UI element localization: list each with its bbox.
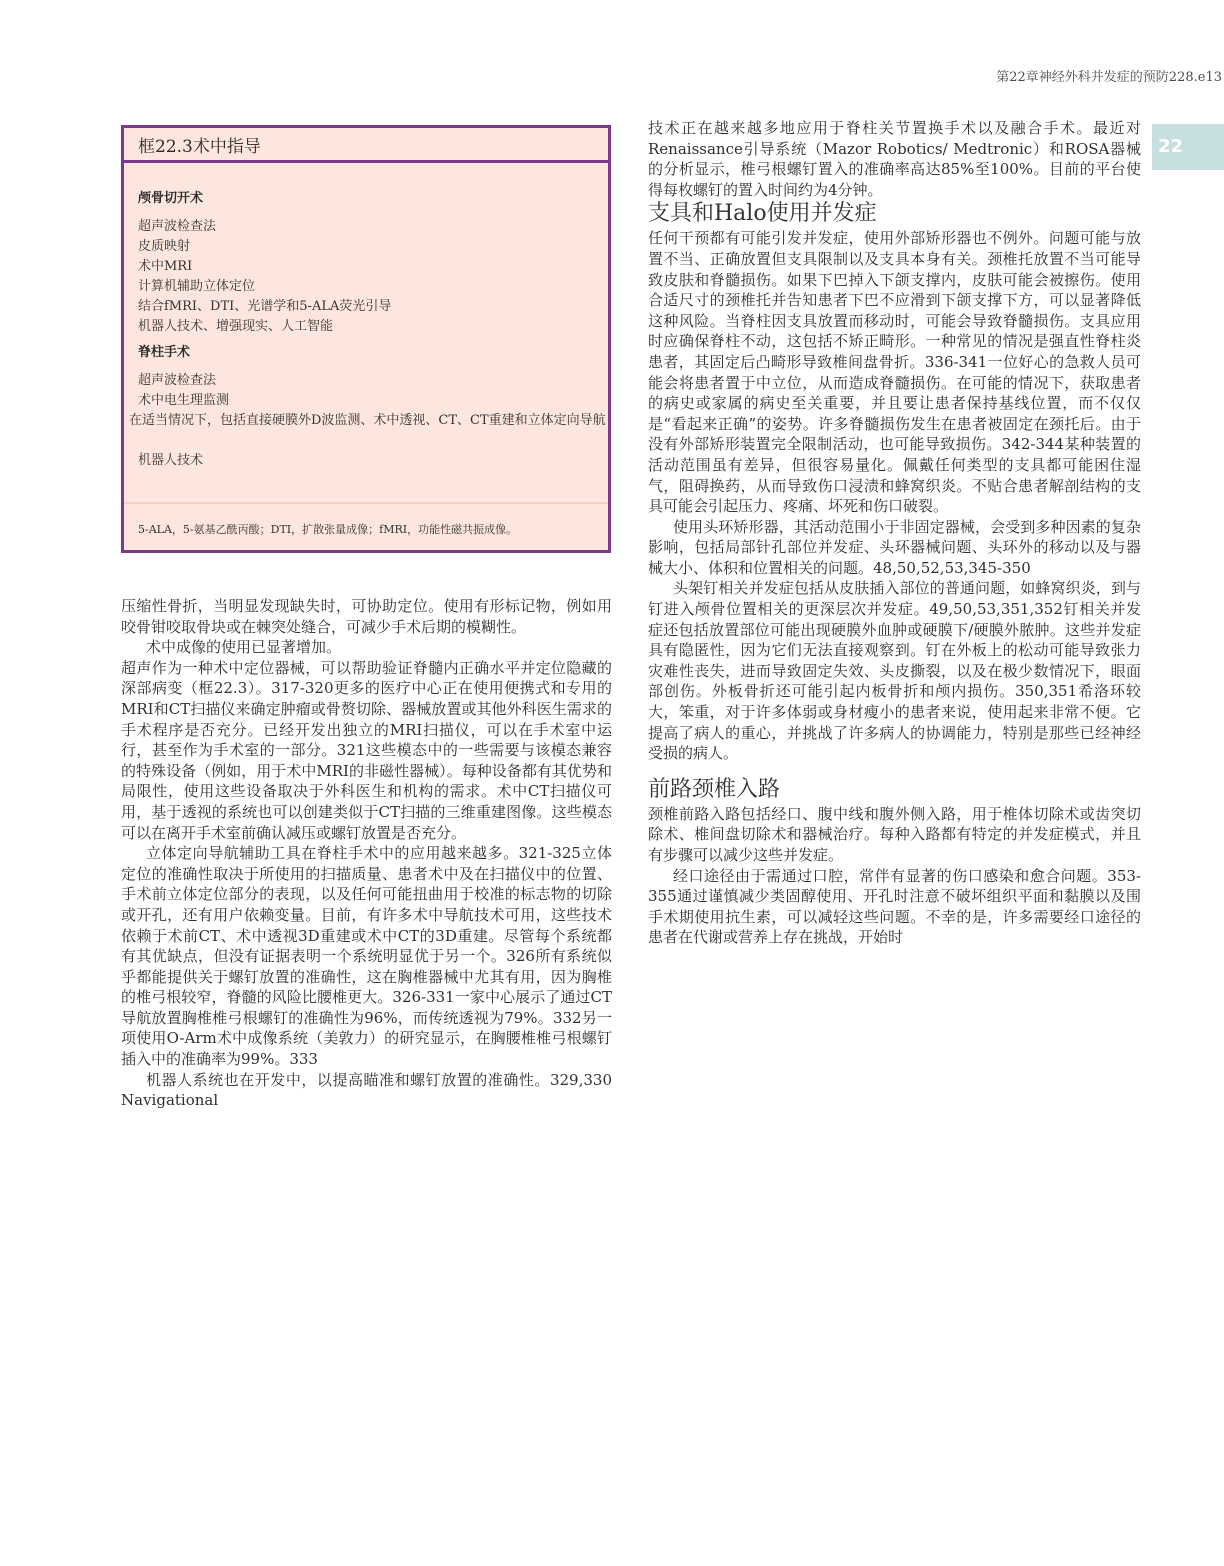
box-footnote-divider: [124, 502, 608, 504]
box-list-item: 术中电生理监测: [138, 393, 230, 408]
paragraph: 技术正在越来越多地应用于脊柱关节置换手术以及融合手术。最近对Renaissance引导系统（Mazor Robotics/ Medtronic）和ROSA器械的分析显示，椎弓根螺钉置入的准确率高达85%至100%。目前的平台使得每枚螺钉的置入时间约为4分钟。: [648, 119, 1141, 199]
paragraph: 机器人系统也在开发中，以提高瞄准和螺钉放置的准确性。329,330 Navigational: [121, 1070, 612, 1110]
paragraph: 立体定向导航辅助工具在脊柱手术中的应用越来越多。321-325立体定位的准确性取决于所使用的扫描质量、患者术中及在扫描仪中的位置、手术前立体定位部分的表现，以及任何可能扭曲用于校准的标志物的切除或开孔，还有用户依赖变量。目前，有许多术中导航技术可用，这些技术依赖于术前CT、术中透视3D重建或术中CT的3D重建。尽管每个系统都有其优缺点，但没有证据表明一个系统明显优于另一个。326所有系统似乎都能提供关于螺钉放置的准确性，这在胸椎器械中尤其有用，因为胸椎的椎弓根较窄，脊髓的风险比腰椎更大。326-331一家中心展示了通过CT导航放置胸椎椎弓根螺钉的准确性为96%，而传统透视为79%。332另一项使用O-Arm术中成像系统（美敦力）的研究显示，在胸腰椎椎弓根螺钉插入中的准确率为99%。333: [121, 844, 612, 1069]
paragraph: 使用头环矫形器，其活动范围小于非固定器械，会受到多种因素的复杂影响，包括局部针孔部位并发症、头环器械问题、头环外的移动以及与器械大小、体积和位置相关的问题。48,50,52,53,345-350: [648, 517, 1141, 577]
box-title: 框22.3术中指导: [138, 137, 261, 157]
paragraph: 经口途径由于需通过口腔，常伴有显著的伤口感染和愈合问题。353-355通过谨慎减少类固醇使用、开孔时注意不破坏组织平面和黏膜以及围手术期使用抗生素，可以减轻这些问题。不幸的是，许多需要经口途径的患者在代谢或营养上存在挑战，开始时: [648, 866, 1141, 947]
paragraph: 超声作为一种术中定位器械，可以帮助验证脊髓内正确水平并定位隐藏的深部病变（框22.3）。317-320更多的医疗中心正在使用便携式和专用的MRI和CT扫描仪来确定肿瘤或骨赘切除、器械放置或其他外科医生需求的手术程序是否充分。已经开发出独立的MRI扫描仪，可以在手术室中运行，甚至作为手术室的一部分。321这些模态中的一些需要与该模态兼容的特殊设备（例如，用于术中MRI的非磁性器械）。每种设备都有其优势和局限性，使用这些设备取决于外科医生和机构的需求。术中CT扫描仪可用，基于透视的系统也可以创建类似于CT扫描的三维重建图像。这些模态可以在离开手术室前确认减压或螺钉放置是否充分。: [121, 658, 612, 842]
paragraph: 压缩性骨折，当明显发现缺失时，可协助定位。使用有形标记物，例如用咬骨钳咬取骨块或在棘突处缝合，可减少手术后期的模糊性。: [121, 597, 612, 636]
paragraph: 头架钉相关并发症包括从皮肤插入部位的普通问题，如蜂窝织炎，到与钉进入颅骨位置相关的更深层次并发症。49,50,53,351,352钉相关并发症还包括放置部位可能出现硬膜外血肿或硬膜下/硬膜外脓肿。这些并发症具有隐匿性，因为它们无法直接观察到。钉在外板上的松动可能导致张力灾难性丧失，进而导致固定失效、头皮撕裂，以及在极少数情况下，眼面部创伤。外板骨折还可能引起内板骨折和颅内损伤。350,351希洛环较大，笨重，对于许多体弱或身材瘦小的患者来说，使用起来非常不便。它提高了病人的重心，并挑战了许多病人的协调能力，特别是那些已经神经受损的病人。: [648, 579, 1141, 763]
paragraph: 术中成像的使用已显著增加。: [146, 638, 342, 657]
box-list-item: 超声波检查法: [138, 219, 217, 234]
box-list-item: 机器人技术、增强现实、人工智能: [138, 319, 334, 334]
box-list-item: 超声波检查法: [138, 373, 217, 388]
running-header: 第22章神经外科并发症的预防228.e13: [996, 70, 1222, 85]
section-heading: 前路颈椎入路: [648, 776, 781, 802]
box-list-item: 皮质映射: [138, 239, 191, 254]
box-body: [124, 163, 608, 550]
info-box: [121, 125, 611, 553]
section-heading: 支具和Halo使用并发症: [648, 201, 877, 227]
paragraph: 任何干预都有可能引发并发症，使用外部矫形器也不例外。问题可能与放置不当、正确放置但支具限制以及支具本身有关。颈椎托放置不当可能导致皮肤和脊髓损伤。如果下巴掉入下颌支撑内，皮肤可能会被擦伤。使用合适尺寸的颈椎托并告知患者下巴不应滑到下颌支撑下方，可以显著降低这种风险。当脊柱因支具放置而移动时，可能会导致脊髓损伤。支具应用时应确保脊柱不动，这包括不矫正畸形。一种常见的情况是强直性脊柱炎患者，其固定后凸畸形导致椎间盘骨折。336-341一位好心的急救人员可能会将患者置于中立位，从而造成脊髓损伤。在可能的情况下，获取患者的病史或家属的病史至关重要，并且要让患者保持基线位置，而不仅仅是“看起来正确”的姿势。许多脊髓损伤发生在患者被固定在颈托后。由于没有外部矫形装置完全限制活动，也可能导致损伤。342-344某种装置的活动范围虽有差异，但很容易量化。佩戴任何类型的支具都可能困住湿气，阻碍换药，从而导致伤口浸渍和蜂窝织炎。不贴合患者解剖结构的支具可能会引起压力、疼痛、坏死和伤口破裂。: [648, 229, 1141, 516]
paragraph: 颈椎前路入路包括经口、腹中线和腹外侧入路，用于椎体切除术或齿突切除术、椎间盘切除术和器械治疗。每种入路都有特定的并发症模式，并且有步骤可以减少这些并发症。: [648, 804, 1141, 864]
box-list-item: 术中MRI: [138, 259, 193, 274]
section-spacer: [648, 764, 1141, 776]
box-list-item: 结合fMRI、DTI、光谱学和5-ALA荧光引导: [138, 299, 392, 314]
box-list-item: 机器人技术: [138, 453, 204, 468]
right-column: [648, 118, 1141, 948]
chapter-tab: 22: [1152, 124, 1224, 170]
left-column: [121, 596, 612, 1111]
box-section-title: 脊柱手术: [138, 345, 191, 360]
box-list-item: 在适当情况下，包括直接硬膜外D波监测、术中透视、CT、CT重建和立体定向导航: [129, 413, 606, 428]
box-footnote: 5-ALA，5-氨基乙酰丙酸；DTI，扩散张量成像；fMRI，功能性磁共振成像。: [138, 523, 518, 536]
box-section-title: 颅骨切开术: [138, 191, 204, 206]
box-title-bar: [124, 128, 608, 163]
box-list-item: 计算机辅助立体定位: [138, 279, 256, 294]
